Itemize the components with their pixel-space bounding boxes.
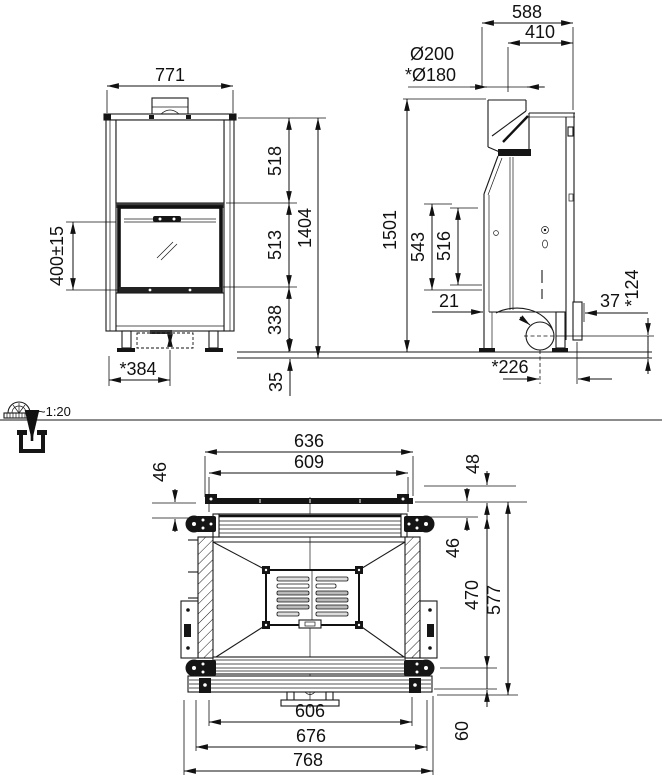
dim-text-46-right: 46 — [443, 537, 463, 559]
dim-text-46-left: 46 — [150, 461, 170, 483]
dim-text-48: 48 — [463, 453, 483, 475]
protractor-icon — [4, 402, 34, 418]
plan-left-bracket — [181, 601, 198, 658]
dim-text-513: 513 — [265, 229, 285, 261]
dim-text-1404: 1404 — [295, 207, 315, 249]
front-door-bottom-rail — [119, 287, 221, 293]
dim-text-588: 588 — [511, 2, 543, 22]
dim-text-37: 37 — [599, 291, 621, 311]
dim-plan-base-inner — [209, 697, 412, 726]
dim-plan-rear-gap — [434, 668, 497, 741]
dim-front-lower — [265, 287, 289, 352]
dim-text-400pm15: 400±15 — [47, 226, 67, 286]
door-handle — [153, 216, 181, 222]
dim-text-410: 410 — [524, 22, 556, 42]
dim-text-124: *124 — [622, 269, 642, 307]
scale-note — [4, 402, 71, 419]
dim-text-636: 636 — [293, 431, 325, 451]
plan-view — [150, 431, 527, 775]
dim-text-226: *226 — [491, 357, 529, 377]
dim-text-676: 676 — [295, 726, 327, 746]
dim-text-543: 543 — [408, 231, 428, 263]
dim-text-516: 516 — [434, 230, 454, 262]
plan-left-wall — [198, 537, 213, 658]
dim-side-flue-offset — [508, 22, 573, 92]
dim-text-384: *384 — [119, 359, 157, 379]
plan-top-plate — [205, 494, 413, 504]
dim-front-base-width — [109, 350, 170, 386]
plan-back-rail — [213, 657, 405, 674]
front-adjustable-zone — [137, 333, 193, 348]
dim-text-768: 768 — [292, 750, 324, 770]
dim-text-338: 338 — [265, 304, 285, 336]
plan-bottom-rail — [188, 676, 432, 695]
dim-text-518: 518 — [265, 145, 285, 177]
dim-text-60: 60 — [452, 720, 472, 742]
dim-side-conn-inner — [434, 208, 482, 285]
plan-grate — [262, 566, 363, 629]
flue-damper — [503, 116, 528, 142]
dim-side-depth — [482, 2, 573, 110]
plan-right-bracket — [420, 601, 437, 658]
dim-text-771: 771 — [154, 65, 186, 85]
front-base-panel — [116, 293, 224, 334]
plan-wall-ticks — [188, 540, 198, 598]
dim-plan-front-right — [415, 454, 527, 517]
front-door-glass — [119, 207, 221, 291]
dim-text-35: 35 — [266, 371, 286, 393]
dim-front-total — [295, 118, 318, 358]
plan-right-wall — [405, 537, 420, 658]
dim-flue-diameters — [405, 44, 545, 87]
dim-side-outlet-offset — [491, 342, 612, 384]
dim-text-d180: *Ø180 — [405, 65, 457, 85]
side-body — [494, 113, 575, 340]
front-right-pillar — [224, 120, 234, 331]
dim-side-front-gap — [432, 291, 483, 312]
dim-text-609: 609 — [293, 452, 325, 472]
dim-text-d200: Ø200 — [410, 44, 455, 64]
rear-bracket — [573, 302, 582, 340]
dim-text-470: 470 — [462, 579, 482, 611]
dim-text-1501: 1501 — [380, 209, 400, 251]
front-top-plate — [104, 114, 236, 120]
dim-text-577: 577 — [484, 584, 504, 616]
floor-lines — [237, 352, 652, 358]
front-flue-collar — [152, 98, 188, 115]
side-front-profile — [484, 149, 531, 348]
dim-text-21: 21 — [438, 291, 460, 311]
side-flue-pipe — [488, 100, 528, 153]
front-left-pillar — [106, 120, 116, 331]
plan-roller-top-right — [404, 516, 435, 533]
top-load-icon — [17, 427, 47, 453]
dim-text-606: 606 — [294, 701, 326, 721]
scale-label: ~1:20 — [38, 404, 71, 419]
front-upper-panel — [116, 120, 224, 203]
plan-front-rail — [213, 514, 407, 537]
dim-front-upper — [226, 118, 326, 203]
grate-handle — [299, 620, 321, 628]
heat-exchanger-bar — [498, 149, 531, 156]
front-view — [47, 65, 326, 396]
dim-side-total-height — [380, 99, 486, 352]
side-view — [380, 2, 654, 384]
dim-front-floor-gap — [266, 338, 290, 396]
